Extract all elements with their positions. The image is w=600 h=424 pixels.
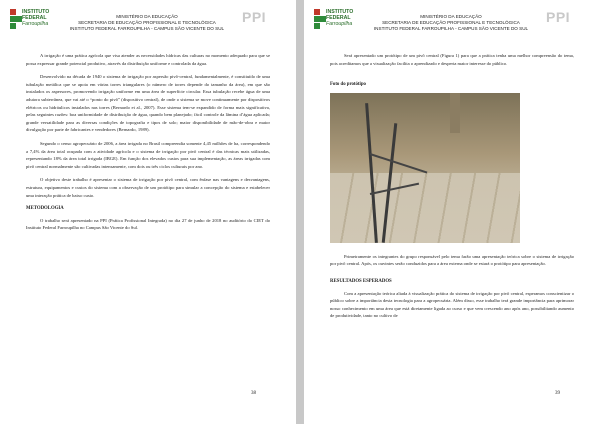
paragraph: Com a apresentação teórica aliada à visualização prática do sistema de irrigação por pivô central, esperamos conscientizar o público sobre a importância desta tecnologia para a agropecuária. Além disso, esse trabalho terá grande importância para aprimorar nosso conhecimento em uma área que está diretamente ligada ao curso e que vem crescendo ano após ano, possibilitando aumento de produtividade, tanto no cultivo de: [330, 290, 574, 319]
ppi-logo-text: PPI: [546, 9, 571, 25]
logo-text: INSTITUTO: [326, 9, 354, 15]
header-text: [354, 14, 548, 32]
ministry-line: MINISTÉRIO DA EDUCAÇÃO: [116, 14, 178, 19]
page-header: [304, 8, 600, 48]
secretariat-line: SECRETARIA DE EDUCAÇÃO PROFISSIONAL E TECNOLÓGICA: [78, 20, 216, 25]
logo-text: FEDERAL: [326, 15, 351, 21]
paragraph: Segundo o censo agropecuário de 2006, a área irrigada no Brasil compreendia somente 4,45 milhões de ha, correspondendo a 7,4% da área total ocupada com a atividade agrícola e o sistema de irrigação por pivô central é das técnicas mais utilizadas, representando 18% da área total irrigada (IBGE). Em função dos elevados custos para sua implementação, as áreas irrigadas com pivô central normalmente são cultivadas intensamente, com dois ou três ciclos culturais por ano.: [26, 140, 270, 169]
ppi-logo-text: PPI: [242, 9, 267, 25]
left-page: [0, 0, 296, 424]
paragraph: Será apresentado um protótipo de um pivô central (Figura 1) para que a prática tenha uma melhor compreensão do tema, pois acreditamos que a visualização facilita o aprendizado e desperta maior interesse do público.: [330, 53, 574, 66]
institute-logo: [10, 9, 50, 43]
ppi-logo: [546, 10, 586, 38]
page-number: 39: [555, 391, 560, 396]
secretariat-line: SECRETARIA DE EDUCAÇÃO PROFISSIONAL E TECNOLÓGICA: [382, 20, 520, 25]
right-page: [304, 0, 600, 424]
ppi-logo: [242, 10, 282, 38]
paragraph: O trabalho será apresentado na PPI (Prática Profissional Integrada) no dia 27 de junho de 2018 no auditório do CIET do Instituto Federal Farroupilha no Campus São Vicente do Sul.: [26, 217, 270, 231]
logo-text: INSTITUTO: [22, 9, 50, 15]
institute-line: INSTITUTO FEDERAL FARROUPILHA - CAMPUS SÃO VICENTE DO SUL: [373, 26, 529, 31]
paragraph: O objetivo deste trabalho é apresentar o sistema de irrigação por pivô central, com ênfase nas vantagens e desvantagens, estrutura, equipamentos e custos do sistema com a observação de um protótipo para simular a concepção do sistema e estabelecer uma interação prática de baixo custo.: [26, 177, 270, 198]
prototype-photo: [330, 93, 520, 243]
institute-logo: [314, 9, 354, 43]
page-number: 38: [251, 391, 256, 396]
ministry-line: MINISTÉRIO DA EDUCAÇÃO: [420, 14, 482, 19]
logo-text: FEDERAL: [22, 15, 47, 21]
figure-caption: Foto do protótipo: [330, 82, 366, 88]
paragraph: A irrigação é uma prática agrícola que visa atender as necessidades hídricas das culturas no momento adequado para que se possa expressar grande potencial produtivo, através da distribuição uniforme e controlada da água.: [26, 53, 270, 66]
paragraph: Primeiramente os integrantes do grupo responsável pelo tema farão uma apresentação teórica sobre o sistema de irrigação por pivô central. Após, os ouvintes serão conduzidos para a área externa onde se estará o protótipo para apresentação.: [330, 253, 574, 267]
section-title: METODOLOGIA: [26, 206, 64, 212]
paragraph: Desenvolvido na década de 1940 o sistema de irrigação por aspersão pivô-central, fundamentalmente, é constituído de uma tubulação metálica que se apoia em várias torres triangulares (o número de torres depende do tamanho da área), em que são instalados os aspersores, promovendo irrigação uniforme em uma área de superfície circular. Essa tubulação recebe água de uma adutora subterrânea, que vai até o “ponto do pivô” (dispositivo central), de onde o sistema se move continuamente por dispositivos elétricos ou hidráulicos instalados nas torres (Bernardo et al., 2007). Esse sistema tem-se expandido de forma mais significativa, pelas seguintes razões: boa uniformidade de distribuição de água, quando bem planejado; fácil controle da lâmina d’água aplicada; grande versatilidade para as diversas condições de topografia e tipos de solo; maior disponibilidade de mão-de-obra e maior divulgação por parte de fabricantes e vendedores (Bernardo, 1989).: [26, 74, 270, 133]
header-text: [50, 14, 244, 32]
logo-text: Farroupilha: [326, 21, 353, 27]
logo-text: Farroupilha: [22, 21, 49, 27]
institute-line: INSTITUTO FEDERAL FARROUPILHA - CAMPUS SÃO VICENTE DO SUL: [69, 26, 225, 31]
right-body: [330, 52, 574, 326]
page-header: [0, 8, 296, 48]
section-title: RESULTADOS ESPERADOS: [330, 278, 392, 284]
left-body: [26, 52, 270, 238]
